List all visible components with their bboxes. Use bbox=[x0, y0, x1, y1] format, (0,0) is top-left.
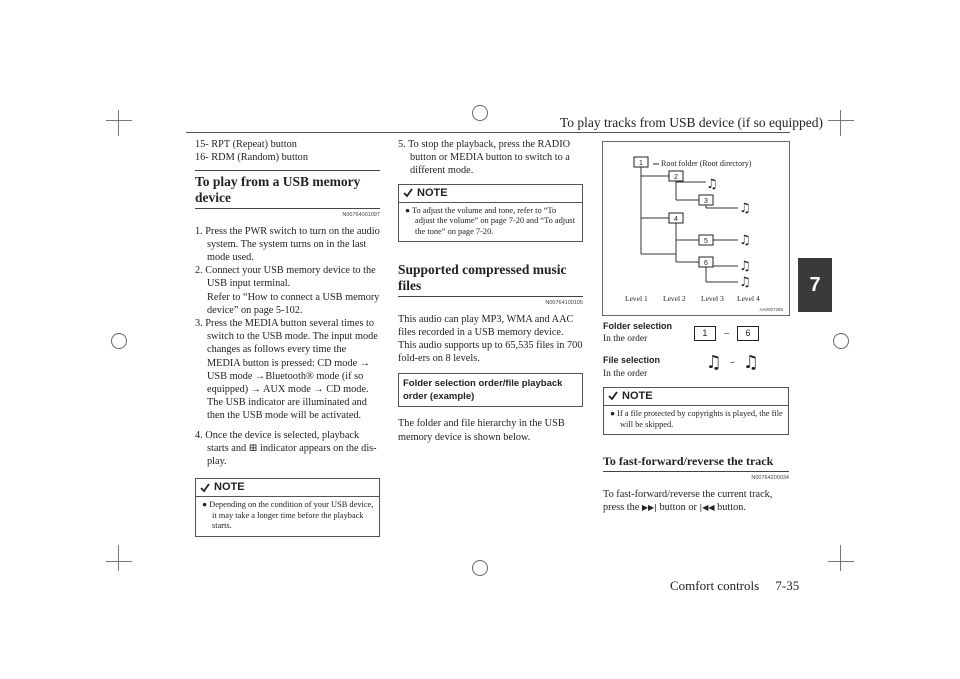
folder-icon: 6 bbox=[737, 326, 759, 341]
text: press the bbox=[603, 502, 640, 514]
step-4: 4. Once the device is selected, playback starts and ⊞ indicator appears on the dis-play. bbox=[195, 429, 377, 468]
music-file-icon: ♫ bbox=[706, 177, 718, 192]
range-dash: – bbox=[723, 327, 729, 339]
button-item: 15- RPT (Repeat) button bbox=[195, 139, 297, 150]
note-text-content: To adjust the volume and tone, refer to “To adjust the volume” on page 7-20 and “To adjust the tone” on page 7-20. bbox=[412, 205, 575, 236]
note-box bbox=[398, 184, 583, 243]
section-title: To fast-forward/reverse the track bbox=[603, 453, 789, 472]
music-file-icon: ♫ bbox=[739, 275, 751, 290]
step-5: 5. To stop the playback, press the RADIO button or MEDIA button to switch to a different mode. bbox=[398, 139, 571, 177]
section-title: Supported compressed music files bbox=[398, 262, 583, 297]
button-item: 16- RDM (Random) button bbox=[195, 152, 308, 164]
note-box bbox=[603, 387, 789, 435]
note-text: ● To adjust the volume and tone, refer to “To adjust the volume” on page 7-20 and “To adjust the tone” on page 7-20. bbox=[405, 205, 575, 236]
crop-mark bbox=[828, 120, 854, 121]
column-middle bbox=[398, 138, 583, 444]
section-heading-block bbox=[195, 170, 380, 206]
note-header bbox=[604, 388, 788, 406]
file-range bbox=[705, 352, 759, 374]
registration-mark bbox=[472, 560, 488, 576]
step-3: 3. Press the MEDIA button several times to switch to the USB mode. The input mode changes as follows every time the MEDIA button is pressed: CD mode → USB mode →Bluetooth® mode (if so equipped) → AUX mode → CD mode. bbox=[195, 318, 378, 396]
chapter-tab: 7 bbox=[798, 258, 832, 312]
paragraph bbox=[603, 501, 789, 514]
crop-mark bbox=[106, 120, 132, 121]
check-icon bbox=[403, 188, 413, 198]
level-label: Level 2 bbox=[663, 294, 686, 303]
folder-number: 2 bbox=[674, 174, 678, 181]
folder-number: 4 bbox=[674, 216, 678, 223]
note-header bbox=[196, 479, 379, 497]
note-text: ● If a file protected by copyrights is played, the file will be skipped. bbox=[610, 409, 783, 429]
text: button. bbox=[717, 502, 746, 514]
crop-mark bbox=[828, 561, 854, 562]
step-2-ref: Refer to “How to connect a USB memory device” on page 5-102. bbox=[207, 291, 380, 316]
registration-mark bbox=[833, 333, 849, 349]
range-dash: – bbox=[729, 357, 735, 369]
crop-mark bbox=[118, 545, 119, 571]
rewind-icon: |◀◀ bbox=[699, 503, 715, 513]
section-code: N00764100105 bbox=[545, 300, 583, 307]
crop-mark bbox=[840, 110, 841, 136]
music-file-icon: ♫ bbox=[742, 352, 759, 374]
music-file-icon: ♫ bbox=[739, 259, 751, 274]
paragraph: This audio can play MP3, WMA and AAC files recorded in a USB memory device. This audio supports up to 65,535 files in 700 fold-ers on 8 levels. bbox=[398, 313, 583, 365]
file-selection-label: File selection bbox=[603, 355, 661, 366]
hierarchy-tree bbox=[603, 142, 789, 315]
note-label: NOTE bbox=[214, 481, 245, 494]
note-label: NOTE bbox=[622, 389, 653, 402]
note-header bbox=[399, 185, 582, 203]
crop-mark bbox=[106, 561, 132, 562]
subsection-box: Folder selection order/file playback order (example) bbox=[398, 373, 583, 407]
page-footer: Comfort controls 7-35 bbox=[670, 578, 800, 593]
root-folder-label: Root folder (Root directory) bbox=[661, 159, 752, 168]
music-file-icon: ♫ bbox=[705, 352, 722, 374]
section-code: N00764200034 bbox=[751, 475, 789, 482]
figure-code: AA0007288 bbox=[759, 307, 783, 312]
paragraph: To fast-forward/reverse the current track, bbox=[603, 489, 773, 501]
level-label: Level 3 bbox=[701, 294, 724, 303]
folder-number: 3 bbox=[704, 198, 708, 205]
check-icon bbox=[608, 391, 618, 401]
text: button or bbox=[659, 502, 697, 514]
music-file-icon: ♫ bbox=[739, 201, 751, 216]
step-3-cont: The USB indicator are illuminated and then the USB mode will be activated. bbox=[207, 397, 367, 422]
note-text-content: If a file protected by copyrights is played, the file will be skipped. bbox=[617, 409, 783, 429]
registration-mark bbox=[472, 105, 488, 121]
file-selection-sub: In the order bbox=[603, 368, 648, 379]
header-rule bbox=[186, 132, 790, 133]
folder-number: 5 bbox=[704, 238, 708, 245]
paragraph: The folder and file hierarchy in the USB memory device is shown below. bbox=[398, 418, 565, 443]
note-box bbox=[195, 478, 380, 537]
note-label: NOTE bbox=[417, 186, 448, 199]
column-right bbox=[603, 320, 789, 515]
folder-number: 6 bbox=[704, 260, 708, 267]
crop-mark bbox=[118, 110, 119, 136]
note-text: ● Depending on the condition of your USB device, it may take a longer time before the playback starts. bbox=[202, 500, 374, 531]
level-label: Level 1 bbox=[625, 294, 648, 303]
column-left bbox=[195, 138, 380, 537]
note-text-content: Depending on the condition of your USB device, it may take a longer time before the playback starts. bbox=[209, 500, 374, 531]
folder-number: 1 bbox=[639, 160, 643, 167]
folder-hierarchy-diagram bbox=[602, 141, 790, 316]
folder-icon: 1 bbox=[694, 326, 716, 341]
step-2: 2. Connect your USB memory device to the USB input terminal. bbox=[195, 265, 376, 290]
folder-selection-sub: In the order bbox=[603, 334, 648, 345]
folder-selection-label: Folder selection bbox=[603, 321, 673, 331]
page-header-title: To play tracks from USB device (if so equipped) bbox=[560, 115, 823, 130]
folder-range bbox=[694, 326, 759, 341]
music-file-icon: ♫ bbox=[739, 233, 751, 248]
registration-mark bbox=[111, 333, 127, 349]
crop-mark bbox=[840, 545, 841, 571]
fast-forward-icon: ▶▶| bbox=[641, 503, 657, 513]
level-label: Level 4 bbox=[737, 294, 760, 303]
section-title: To play from a USB memory device bbox=[195, 174, 361, 206]
step-1: 1. Press the PWR switch to turn on the audio system. The system turns on in the last mode used. bbox=[195, 225, 380, 264]
section-code: N00764001097 bbox=[342, 212, 380, 219]
check-icon bbox=[200, 483, 210, 493]
